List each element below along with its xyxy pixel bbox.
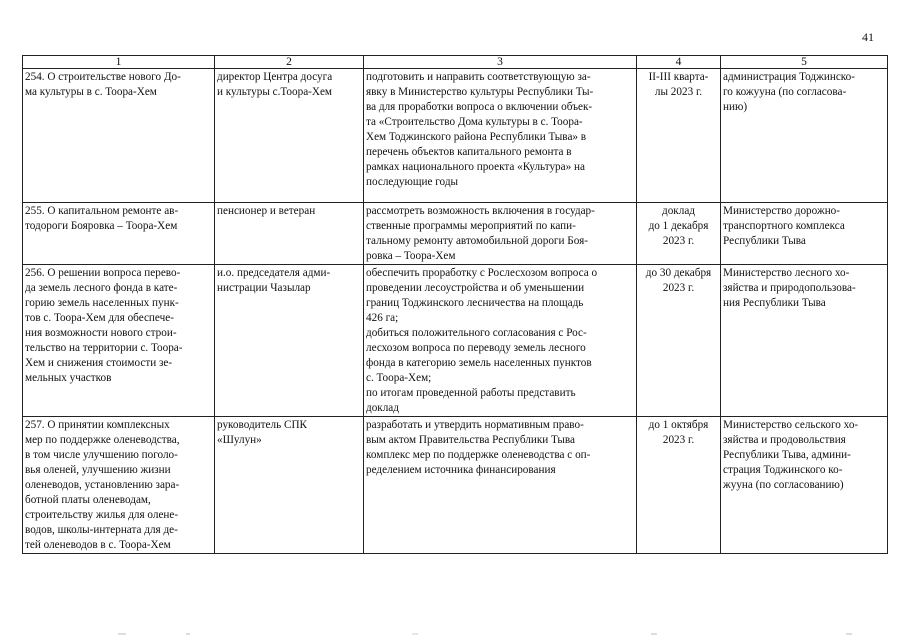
item-title: 256. О решении вопроса перево- да земель лесного фонда в кате- горию земель населенных пунк- тов с. Тоора-Хем для обеспече- ния возможности нового строи- тельство на территории с. Тоора- Хем и снижения стоимости зе- мельных участков [23,265,215,417]
item-responsible: администрация Тоджинско- го кожууна (по согласова- нию) [721,69,888,203]
item-title: 254. О строительстве нового До- ма культуры в с. Тоора-Хем [23,69,215,203]
table-row [23,417,888,554]
item-initiator: руководитель СПК «Шулун» [215,417,364,554]
header-row [23,56,888,69]
item-responsible: Министерство лесного хо- зяйства и природопользова- ния Республики Тыва [721,265,888,417]
item-action: подготовить и направить соответствующую за- явку в Министерство культуры Республики Ты- ва для проработки вопроса о включении объек- та «Строительство Дома культуры в с. Тоора- Хем Тоджинского района Республики Тыва» в перечень объектов капитального ремонта в рамках национального проекта «Культура» на последующие годы [364,69,637,203]
item-deadline: II-III кварта- лы 2023 г. [637,69,721,203]
item-initiator: пенсионер и ветеран [215,203,364,265]
item-initiator: директор Центра досуга и культуры с.Тоора-Хем [215,69,364,203]
column-header: 3 [364,56,637,69]
item-deadline: до 1 октября 2023 г. [637,417,721,554]
table-row [23,69,888,203]
item-action: разработать и утвердить нормативным право- вым актом Правительства Республики Тыва комплекс мер по поддержке оленеводства с оп- ределением источника финансирования [364,417,637,554]
column-header: 5 [721,56,888,69]
item-deadline: до 30 декабря 2023 г. [637,265,721,417]
item-title: 257. О принятии комплексных мер по поддержке оленеводства, в том числе улучшению поголо- вья оленей, улучшению жизни оленеводов, установлению зара- ботной платы оленеводам, строительству жилья для олене- водов, школы-интерната для де- тей оленеводов в с. Тоора-Хем [23,417,215,554]
page-number: 41 [862,30,874,44]
scan-noise [0,632,905,636]
table-row [23,203,888,265]
column-header: 1 [23,56,215,69]
resolution-table [22,55,888,554]
item-title: 255. О капитальном ремонте ав- тодороги Бояровка – Тоора-Хем [23,203,215,265]
item-deadline: доклад до 1 декабря 2023 г. [637,203,721,265]
table-row [23,265,888,417]
item-responsible: Министерство сельского хо- зяйства и продовольствия Республики Тыва, админи- страция Тоджинского ко- жууна (по согласованию) [721,417,888,554]
item-action: рассмотреть возможность включения в государ- ственные программы мероприятий по капи- тальному ремонту автомобильной дороги Боя- ровка – Тоора-Хем [364,203,637,265]
item-initiator: и.о. председателя адми- нистрации Чазылар [215,265,364,417]
item-action: обеспечить проработку с Рослесхозом вопроса о проведении лесоустройства и об уменьшении границ Тоджинского лесничества на площадь 426 га; добиться положительного согласования с Рос- лесхозом вопроса по переводу земель лесного фонда в категорию земель населенных пунктов с. Тоора-Хем; по итогам проведенной работы представить доклад [364,265,637,417]
item-responsible: Министерство дорожно- транспортного комплекса Республики Тыва [721,203,888,265]
column-header: 2 [215,56,364,69]
column-header: 4 [637,56,721,69]
